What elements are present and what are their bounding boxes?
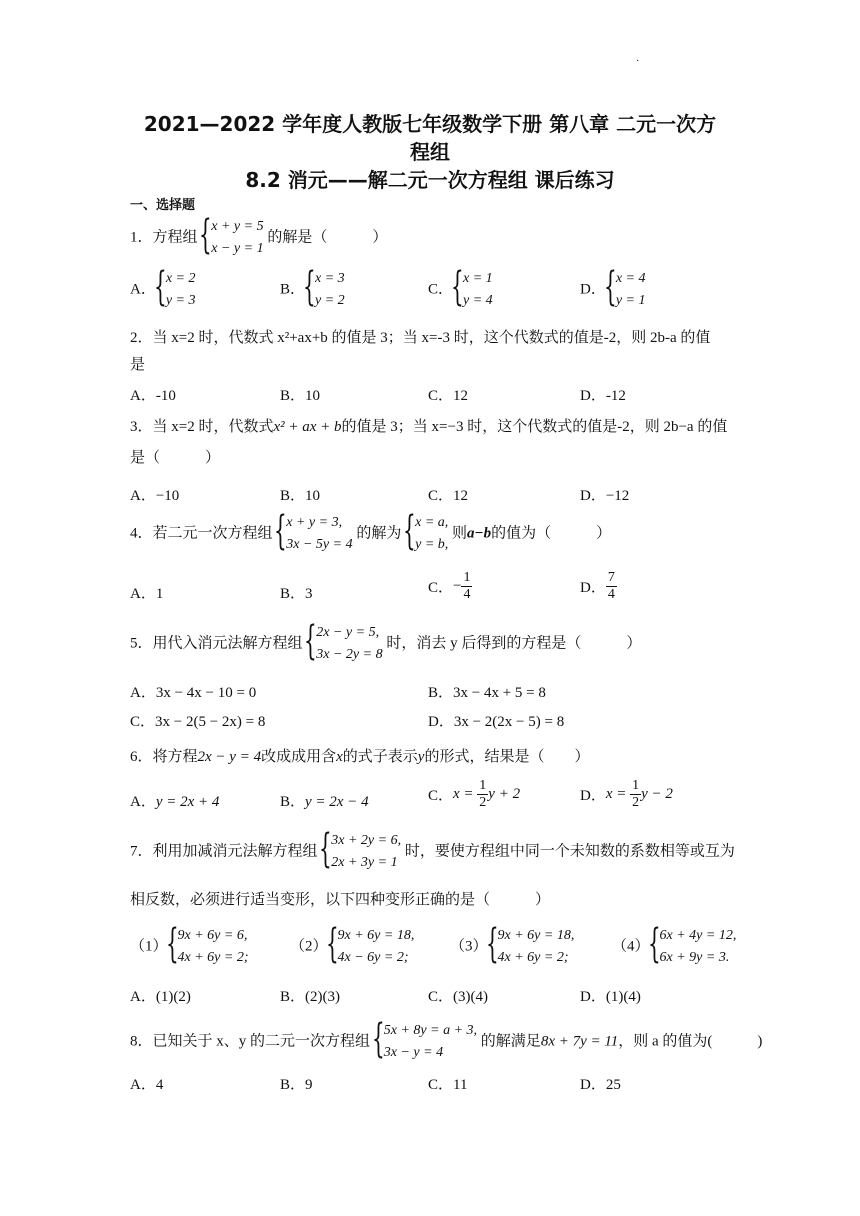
question-6: 6．将方程2x − y = 4改成成用含x的式子表示y的形式，结果是（ ） (130, 749, 590, 765)
q7-option-a: A．(1)(2) (130, 989, 191, 1005)
q1-option-b: B． { x = 3 y = 2 (280, 268, 345, 312)
q2-option-c: C．12 (428, 388, 469, 404)
question-7: 7．利用加减消元法解方程组 { 3x + 2y = 6, 2x + 3y = 1 时，要使方程组中同一个未知数的系数相等或互为 (130, 830, 735, 874)
q1-stem: 1．方程组 (130, 229, 198, 246)
q8-option-a: A．4 (130, 1077, 164, 1093)
q7-option-b: B．(2)(3) (280, 989, 340, 1005)
q3-option-b: B．10 (280, 488, 321, 504)
q7-variant-3: （3） { 9x + 6y = 18, 4x + 6y = 2; (450, 925, 574, 969)
q1-option-a: A． { x = 2 y = 3 (130, 268, 196, 312)
title-line-3: 8.2 消元——解二元一次方程组 课后练习 (245, 168, 615, 192)
q7-option-c: C．(3)(4) (428, 989, 488, 1005)
q6-option-b: B．y = 2x − 4 (280, 794, 369, 810)
q7-variant-1: （1） { 9x + 6y = 6, 4x + 6y = 2; (130, 925, 249, 969)
title-line-2: 程组 (410, 140, 450, 164)
q7-variant-2: （2） { 9x + 6y = 18, 4x − 6y = 2; (290, 925, 414, 969)
q5-option-b: B．3x − 4x + 5 = 8 (428, 685, 546, 701)
q4-option-a: A．1 (130, 586, 164, 602)
q5-option-d: D．3x − 2(2x − 5) = 8 (428, 714, 565, 730)
q6-option-d: D．x = $\frac{1}{2}$ y − 2 (580, 778, 673, 810)
q8-system: { 5x + 8y = a + 3, 3x − y = 4 (374, 1020, 477, 1064)
q2-line-2: 是 (130, 357, 146, 373)
q7-option-d: D．(1)(4) (580, 989, 641, 1005)
question-1 (130, 216, 387, 260)
q4-option-c: C．− $\frac{1}{4}$ (428, 570, 471, 602)
q1-tail: 的解是（ ） (267, 229, 388, 246)
q3-line-1: 3．当 x=2 时，代数式x² + ax + b的值是 3；当 x=−3 时，这个代数式的值是-2，则 2b−a 的值 (130, 419, 728, 435)
q8-option-c: C．11 (428, 1077, 468, 1093)
question-4: 4．若二元一次方程组 { x + y = 3, 3x − 5y = 4 的解为 { x = a, y = b, 则a−b的值为（ ） (130, 512, 611, 556)
q6-option-c: C．x = $\frac{1}{2}$ y + 2 (428, 778, 521, 810)
q4-option-d: D． $\frac{7}{4}$ (580, 570, 615, 602)
q3-option-d: D．−12 (580, 488, 630, 504)
q3-option-a: A．−10 (130, 488, 180, 504)
q7-variant-4: （4） { 6x + 4y = 12, 6x + 9y = 3. (612, 925, 736, 969)
q7-line-2: 相反数，必须进行适当变形，以下四种变形正确的是（ ） (130, 892, 551, 908)
q3-option-c: C．12 (428, 488, 469, 504)
q5-option-a: A．3x − 4x − 10 = 0 (130, 685, 257, 701)
title-line-1: 2021—2022 学年度人教版七年级数学下册 第八章 二元一次方 (143, 112, 717, 136)
q2-line-1: 2．当 x=2 时，代数式 x²+ax+b 的值是 3；当 x=-3 时，这个代数式的值是-2，则 2b-a 的值 (130, 330, 711, 346)
q2-option-d: D．-12 (580, 388, 626, 404)
q1-system: { x + y = 5 x − y = 1 (201, 216, 263, 260)
q4-system: { x + y = 3, 3x − 5y = 4 (276, 512, 352, 556)
q8-option-b: B．9 (280, 1077, 313, 1093)
section-heading: 一、选择题 (130, 198, 196, 213)
q2-option-b: B．10 (280, 388, 321, 404)
question-8: 8．已知关于 x、y 的二元一次方程组 { 5x + 8y = a + 3, 3x − y = 4 的解满足8x + 7y = 11，则 a 的值为( ) (130, 1020, 762, 1064)
q2-option-a: A．-10 (130, 388, 176, 404)
q8-option-d: D．25 (580, 1077, 621, 1093)
q5-system: { 2x − y = 5, 3x − 2y = 8 (306, 622, 382, 666)
header-dot: · (636, 56, 640, 67)
q4-option-b: B．3 (280, 586, 313, 602)
q1-option-d: D． { x = 4 y = 1 (580, 268, 646, 312)
q5-option-c: C．3x − 2(5 − 2x) = 8 (130, 714, 266, 730)
q1-option-c: C． { x = 1 y = 4 (428, 268, 493, 312)
q6-option-a: A．y = 2x + 4 (130, 794, 220, 810)
q4-solution-system: { x = a, y = b, (405, 512, 448, 556)
q3-line-2: 是（ ） (130, 450, 221, 466)
q7-system: { 3x + 2y = 6, 2x + 3y = 1 (321, 830, 401, 874)
question-5: 5．用代入消元法解方程组 { 2x − y = 5, 3x − 2y = 8 时，消去 y 后得到的方程是（ ） (130, 622, 641, 666)
q3-expression: x² + ax + b (273, 419, 342, 435)
